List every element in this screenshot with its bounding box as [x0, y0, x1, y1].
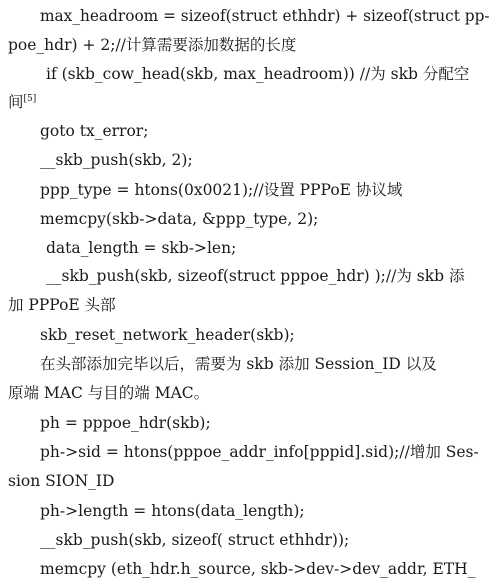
paragraph-line-session-id: 在头部添加完毕以后，需要为 skb 添加 Session_ID 以及	[40, 355, 437, 373]
code-line-if-skb-cow-head: if (skb_cow_head(skb, max_headroom)) //为 skb 分配空	[46, 65, 470, 83]
code-line-if-continued	[8, 92, 36, 112]
citation-ref: [5]	[23, 94, 37, 104]
code-line-ph-length: ph->length = htons(data_length);	[40, 502, 305, 520]
code-line-max-headroom-continued: poe_hdr) + 2;//计算需要添加数据的长度	[8, 36, 297, 54]
code-line-if-continued-text: 间	[8, 93, 24, 111]
code-line-skb-push-ethhdr: __skb_push(skb, sizeof( struct ethhdr));	[40, 531, 350, 549]
code-line-ph-pppoe-hdr: ph = pppoe_hdr(skb);	[40, 414, 211, 432]
code-line-memcpy-data: memcpy(skb->data, &ppp_type, 2);	[40, 210, 319, 228]
code-line-pppoe-header-continued: 加 PPPoE 头部	[8, 296, 116, 314]
code-line-memcpy-eth: memcpy (eth_hdr.h_source, skb->dev->dev_addr, ETH_	[40, 560, 476, 578]
code-line-goto: goto tx_error;	[40, 122, 149, 140]
code-line-skb-push-pppoe: __skb_push(skb, sizeof(struct pppoe_hdr) );//为 skb 添	[46, 267, 465, 285]
paragraph-line-mac: 原端 MAC 与目的端 MAC。	[8, 384, 210, 402]
code-line-max-headroom: max_headroom = sizeof(struct ethhdr) + sizeof(struct pp-	[40, 7, 490, 25]
code-line-ph-sid-continued: sion SION_ID	[8, 472, 115, 490]
code-line-skb-push-2: __skb_push(skb, 2);	[40, 151, 193, 169]
code-line-ph-sid: ph->sid = htons(pppoe_addr_info[pppid].sid);//增加 Ses-	[40, 443, 479, 461]
code-line-data-length: data_length = skb->len;	[46, 239, 237, 257]
code-line-ppp-type: ppp_type = htons(0x0021);//设置 PPPoE 协议域	[40, 181, 403, 199]
code-line-reset-network-header: skb_reset_network_header(skb);	[40, 326, 295, 344]
